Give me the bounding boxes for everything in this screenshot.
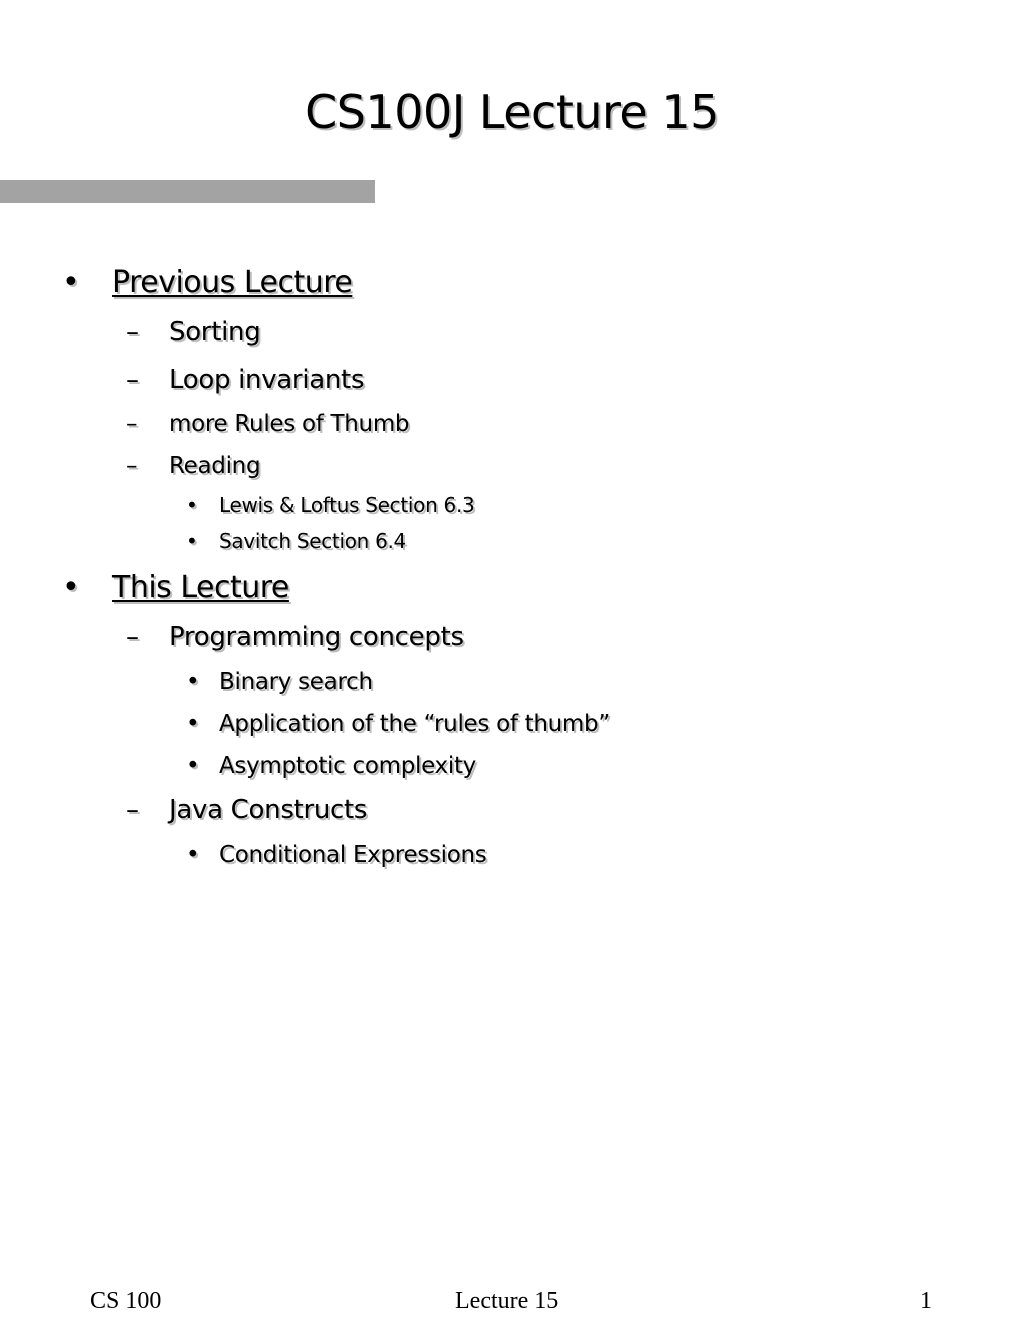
dash-icon: – xyxy=(126,411,138,437)
previous-item-reading: Reading xyxy=(169,453,261,479)
slide-title: CS100J Lecture 15 xyxy=(305,85,719,139)
java-constructs-label: Java Constructs xyxy=(169,795,368,825)
concept-rules-of-thumb: Application of the “rules of thumb” xyxy=(219,711,610,737)
bullet-icon: • xyxy=(62,570,80,605)
construct-conditional-expressions: Conditional Expressions xyxy=(219,842,487,868)
bullet-icon: • xyxy=(186,669,200,695)
previous-item-loop-invariants: Loop invariants xyxy=(169,365,365,395)
bullet-icon: • xyxy=(62,265,80,300)
previous-lecture-heading-text: Previous Lecture xyxy=(112,265,353,300)
dash-icon: – xyxy=(126,795,139,825)
concept-binary-search: Binary search xyxy=(219,669,373,695)
bullet-icon: • xyxy=(186,842,200,868)
footer-course: CS 100 xyxy=(90,1288,162,1314)
reading-item-lewis-loftus: Lewis & Loftus Section 6.3 xyxy=(219,493,475,517)
this-lecture-heading xyxy=(112,571,289,604)
dash-icon: – xyxy=(126,622,139,652)
dash-icon: – xyxy=(126,453,138,479)
previous-lecture-heading xyxy=(112,266,352,299)
bullet-icon: • xyxy=(186,493,198,517)
previous-item-rules-of-thumb: more Rules of Thumb xyxy=(169,411,410,437)
reading-item-savitch: Savitch Section 6.4 xyxy=(219,529,406,553)
bullet-icon: • xyxy=(186,529,198,553)
previous-item-sorting: Sorting xyxy=(169,317,261,347)
dash-icon: – xyxy=(126,365,139,395)
bullet-icon: • xyxy=(186,711,200,737)
title-divider-bar xyxy=(0,180,375,203)
concept-asymptotic-complexity: Asymptotic complexity xyxy=(219,753,476,779)
footer-page-number: 1 xyxy=(920,1288,932,1314)
bullet-icon: • xyxy=(186,753,200,779)
footer-lecture: Lecture 15 xyxy=(455,1288,559,1314)
dash-icon: – xyxy=(126,317,139,347)
programming-concepts-label: Programming concepts xyxy=(169,622,464,652)
this-lecture-heading-text: This Lecture xyxy=(112,570,289,605)
